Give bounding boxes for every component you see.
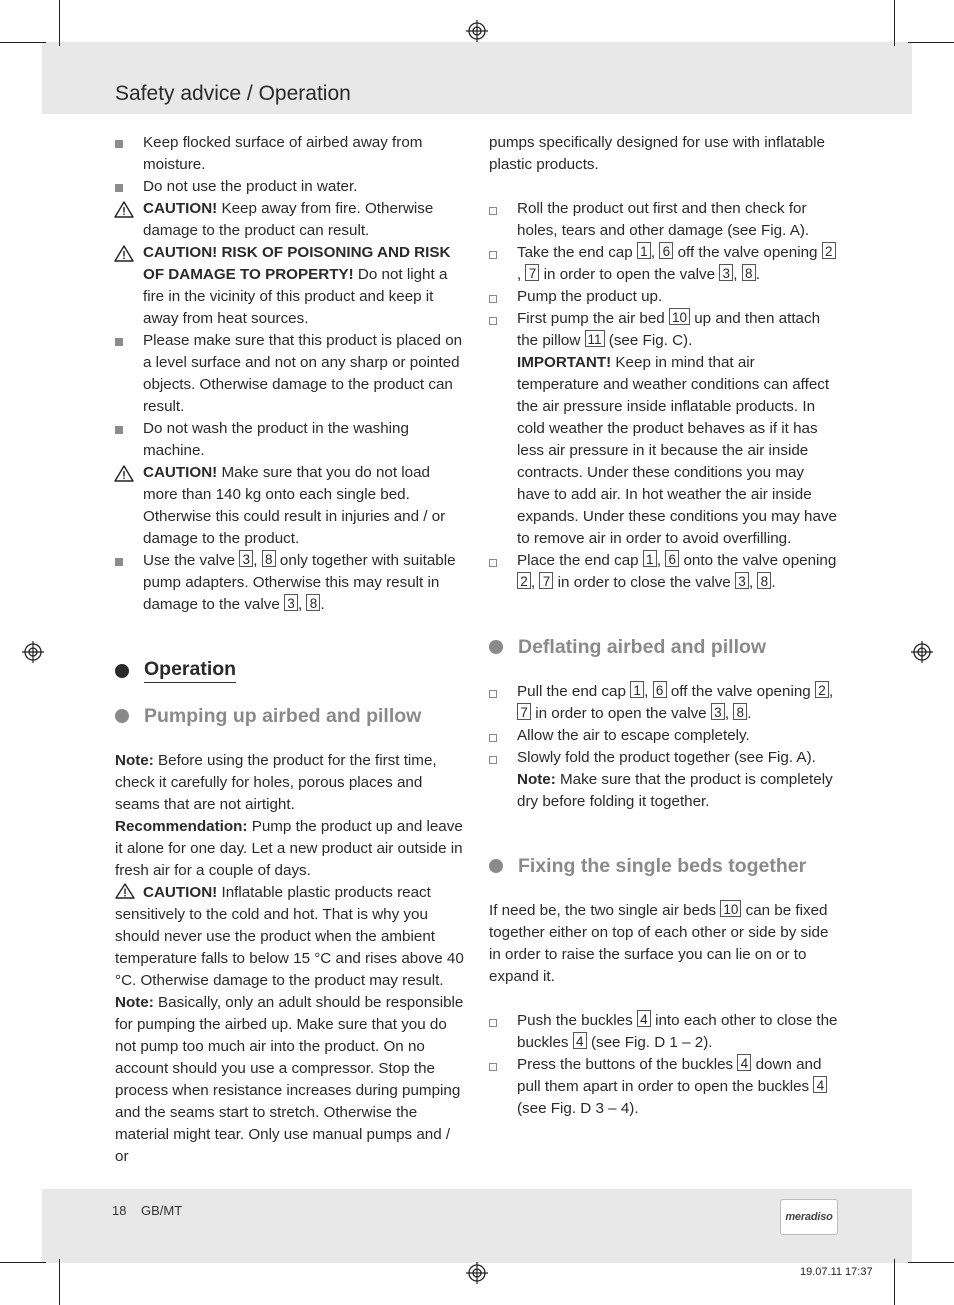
part-number-badge: 10 bbox=[720, 900, 741, 917]
square-bullet-icon bbox=[115, 338, 123, 346]
pumping-steps-list bbox=[489, 198, 839, 594]
list-item: Pump the product up. bbox=[489, 286, 839, 308]
hollow-square-bullet-icon bbox=[489, 734, 497, 742]
hollow-square-bullet-icon bbox=[489, 251, 497, 259]
part-number-badge: 6 bbox=[659, 242, 673, 259]
crop-mark bbox=[0, 42, 46, 43]
list-item: Take the end cap 1 , 6 off the valve opening 2, 7 in order to open the valve 3 , 8 . bbox=[489, 242, 839, 286]
part-number-badge: 7 bbox=[517, 703, 531, 720]
caution-paragraph: CAUTION! Inflatable plastic products react sensitively to the cold and hot. That is why you should never use the product when the ambient temperature falls to below 15 °C and rises above 40 °C. Otherwise damage to the product may result. bbox=[115, 884, 464, 989]
right-column bbox=[489, 132, 839, 1120]
fixing-heading: Fixing the single beds together bbox=[489, 855, 839, 877]
registration-mark-icon bbox=[22, 641, 44, 663]
part-number-badge: 3 bbox=[284, 594, 298, 611]
caution-item: CAUTION! RISK OF POISONING AND RISK OF DAMAGE TO PROPERTY! Do not light a fire in the vicinity of this product and keep it away from heat sources. bbox=[115, 242, 465, 330]
list-item: Pull the end cap 1 , 6 off the valve opening 2 , 7 in order to open the valve 3 , 8 . bbox=[489, 681, 839, 725]
hollow-square-bullet-icon bbox=[489, 207, 497, 215]
part-number-badge: 4 bbox=[637, 1010, 651, 1027]
list-item: First pump the air bed 10 up and then attach the pillow 11 (see Fig. C). IMPORTANT! Keep in mind that air temperature and weather conditions can affect the air pressure inside inflatable products. In cold weather the product behaves as if it has less air pressure in it because the air inside contracts. Under these conditions you may have to add air. In hot weather the air inside expands. Under these conditions you may have to remove air in order to avoid overfilling. bbox=[489, 308, 839, 550]
operation-heading: Operation bbox=[115, 658, 465, 683]
list-item: Do not wash the product in the washing machine. bbox=[115, 418, 465, 462]
warning-triangle-icon bbox=[114, 201, 134, 218]
safety-list-valve bbox=[115, 550, 465, 616]
warning-triangle-icon bbox=[114, 465, 134, 482]
part-number-badge: 6 bbox=[665, 550, 679, 567]
note-paragraph: Note: Basically, only an adult should be responsible for pumping the airbed up. Make sure that you do not pump too much air into the product. On no account should you use a compressor. Stop the process when resistance increases during pumping and the seams start to stretch. Otherwise the material might tear. Only use manual pumps and / or bbox=[115, 994, 464, 1165]
registration-mark-icon bbox=[466, 20, 488, 42]
list-item: Roll the product out first and then check for holes, tears and other damage (see Fig. A). bbox=[489, 198, 839, 242]
square-bullet-icon bbox=[115, 426, 123, 434]
list-item: Press the buttons of the buckles 4 down and pull them apart in order to open the buckles 4 (see Fig. D 3 – 4). bbox=[489, 1054, 839, 1120]
crop-mark bbox=[894, 1259, 895, 1305]
safety-list bbox=[115, 132, 465, 550]
hollow-square-bullet-icon bbox=[489, 295, 497, 303]
fixing-steps-list bbox=[489, 1010, 839, 1120]
list-item: Please make sure that this product is placed on a level surface and not on any sharp or pointed objects. Otherwise damage to the product can result. bbox=[115, 330, 465, 418]
list-item: Push the buckles 4 into each other to close the buckles 4 (see Fig. D 1 – 2). bbox=[489, 1010, 839, 1054]
note-paragraph: Note: Before using the product for the first time, check it carefully for holes, porous places and seams that are not airtight. bbox=[115, 752, 437, 813]
page-title: Safety advice / Operation bbox=[115, 82, 351, 105]
list-item: Place the end cap 1 , 6 onto the valve opening 2 , 7 in order to close the valve 3 , 8 . bbox=[489, 550, 839, 594]
part-number-badge: 3 bbox=[719, 264, 733, 281]
dot-bullet-icon bbox=[489, 640, 503, 654]
hollow-square-bullet-icon bbox=[489, 756, 497, 764]
part-number-badge: 3 bbox=[735, 572, 749, 589]
warning-triangle-icon bbox=[114, 245, 134, 262]
dot-bullet-icon bbox=[115, 709, 129, 723]
brand-logo-text: meradiso bbox=[785, 1211, 833, 1223]
hollow-square-bullet-icon bbox=[489, 690, 497, 698]
crop-mark bbox=[894, 0, 895, 46]
part-number-badge: 3 bbox=[711, 703, 725, 720]
part-number-badge: 10 bbox=[669, 308, 690, 325]
part-number-badge: 7 bbox=[539, 572, 553, 589]
pumping-heading: Pumping up airbed and pillow bbox=[115, 705, 465, 727]
deflating-heading: Deflating airbed and pillow bbox=[489, 636, 839, 658]
square-bullet-icon bbox=[115, 140, 123, 148]
caution-item: CAUTION! Keep away from fire. Otherwise damage to the product can result. bbox=[115, 198, 465, 242]
hollow-square-bullet-icon bbox=[489, 559, 497, 567]
crop-mark bbox=[59, 0, 60, 46]
part-number-badge: 8 bbox=[742, 264, 756, 281]
square-bullet-icon bbox=[115, 558, 123, 566]
brand-logo bbox=[780, 1199, 838, 1235]
crop-mark bbox=[0, 1262, 46, 1263]
list-item: Allow the air to escape completely. bbox=[489, 725, 839, 747]
dot-bullet-icon bbox=[115, 664, 129, 678]
page-number: 18 bbox=[112, 1203, 127, 1218]
part-number-badge: 11 bbox=[585, 330, 605, 347]
part-number-badge: 1 bbox=[630, 681, 644, 698]
part-number-badge: 4 bbox=[813, 1076, 827, 1093]
list-item: Slowly fold the product together (see Fig. A). Note: Make sure that the product is completely dry before folding it together. bbox=[489, 747, 839, 813]
left-column bbox=[115, 132, 465, 1168]
part-number-badge: 2 bbox=[815, 681, 829, 698]
part-number-badge: 6 bbox=[653, 681, 667, 698]
deflating-steps-list bbox=[489, 681, 839, 813]
fixing-paragraph: If need be, the two single air beds 10 can be fixed together either on top of each other or side by side in order to raise the surface you can lie on or to expand it. bbox=[489, 902, 829, 985]
part-number-badge: 1 bbox=[643, 550, 657, 567]
part-number-badge: 8 bbox=[262, 550, 276, 567]
language-code: GB/MT bbox=[141, 1203, 183, 1218]
part-number-badge: 8 bbox=[306, 594, 320, 611]
hollow-square-bullet-icon bbox=[489, 1019, 497, 1027]
list-item: Use the valve 3 , 8 only together with suitable pump adapters. Otherwise this may result in damage to the valve 3 , 8 . bbox=[115, 550, 465, 616]
part-number-badge: 3 bbox=[239, 550, 253, 567]
hollow-square-bullet-icon bbox=[489, 1063, 497, 1071]
list-item: Do not use the product in water. bbox=[115, 176, 465, 198]
list-item: Keep flocked surface of airbed away from moisture. bbox=[115, 132, 465, 176]
part-number-badge: 2 bbox=[822, 242, 836, 259]
part-number-badge: 7 bbox=[525, 264, 539, 281]
crop-mark bbox=[908, 1262, 954, 1263]
registration-mark-icon bbox=[466, 1262, 488, 1284]
dot-bullet-icon bbox=[489, 859, 503, 873]
hollow-square-bullet-icon bbox=[489, 317, 497, 325]
registration-mark-icon bbox=[911, 641, 933, 663]
part-number-badge: 4 bbox=[737, 1054, 751, 1071]
recommendation-paragraph: Recommendation: Pump the product up and leave it alone for one day. Let a new product air outside in fresh air for a couple of days. bbox=[115, 818, 463, 879]
warning-triangle-icon bbox=[115, 883, 143, 899]
print-timestamp: 19.07.11 17:37 bbox=[800, 1266, 873, 1278]
intro-paragraph: pumps specifically designed for use with inflatable plastic products. bbox=[489, 134, 825, 173]
crop-mark bbox=[59, 1259, 60, 1305]
part-number-badge: 1 bbox=[637, 242, 651, 259]
part-number-badge: 8 bbox=[733, 703, 747, 720]
part-number-badge: 8 bbox=[757, 572, 771, 589]
crop-mark bbox=[908, 42, 954, 43]
part-number-badge: 2 bbox=[517, 572, 531, 589]
part-number-badge: 4 bbox=[573, 1032, 587, 1049]
caution-item: CAUTION! Make sure that you do not load more than 140 kg onto each single bed. Otherwise this could result in injuries and / or damage to the product. bbox=[115, 462, 465, 550]
square-bullet-icon bbox=[115, 184, 123, 192]
